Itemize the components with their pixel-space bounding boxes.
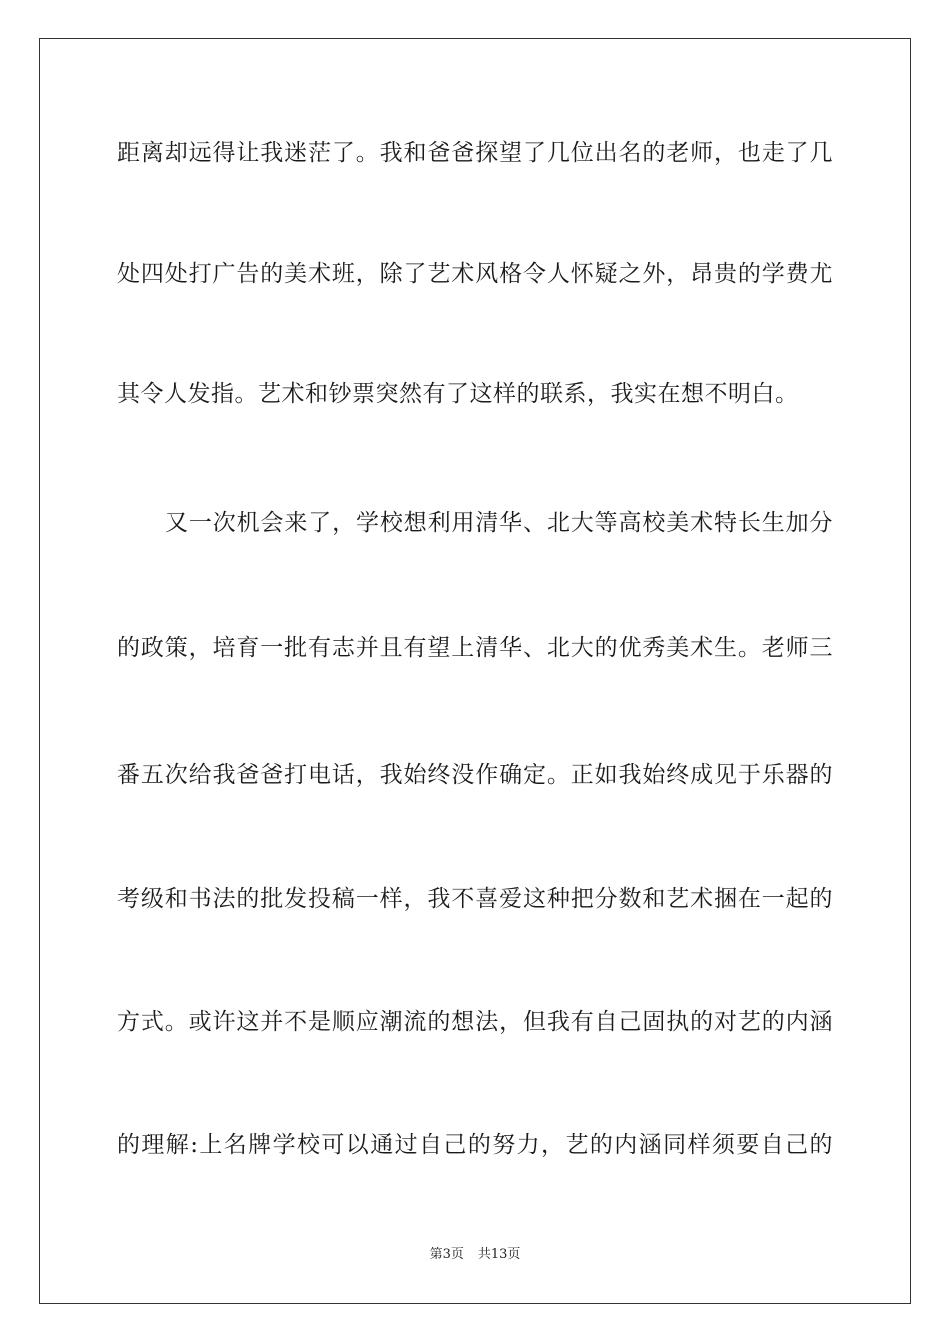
text-line-8: 方式。或许这并不是顺应潮流的想法，但我有自己固执的对艺的内涵 xyxy=(117,1009,833,1035)
paragraph-start-line: 又一次机会来了，学校想利用清华、北大等高校美术特长生加分 xyxy=(165,510,833,536)
text-line-1: 距离却远得让我迷茫了。我和爸爸探望了几位出名的老师，也走了几 xyxy=(117,140,833,166)
text-line-6: 番五次给我爸爸打电话，我始终没作确定。正如我始终成见于乐器的 xyxy=(117,762,833,788)
page-footer xyxy=(0,1246,950,1264)
text-line-3: 其令人发指。艺术和钞票突然有了这样的联系，我实在想不明白。 xyxy=(117,381,799,407)
text-line-5: 的政策，培育一批有志并且有望上清华、北大的优秀美术生。老师三 xyxy=(117,635,833,661)
page-number: 第3页 xyxy=(429,1247,464,1262)
text-line-9: 的理解:上名牌学校可以通过自己的努力，艺的内涵同样须要自己的 xyxy=(117,1132,833,1158)
page-total: 共13页 xyxy=(477,1247,521,1262)
text-line-7: 考级和书法的批发投稿一样，我不喜爱这种把分数和艺术捆在一起的 xyxy=(117,886,833,912)
text-line-2: 处四处打广告的美术班，除了艺术风格令人怀疑之外，昂贵的学费尤 xyxy=(117,261,833,287)
page-border xyxy=(39,38,911,1304)
